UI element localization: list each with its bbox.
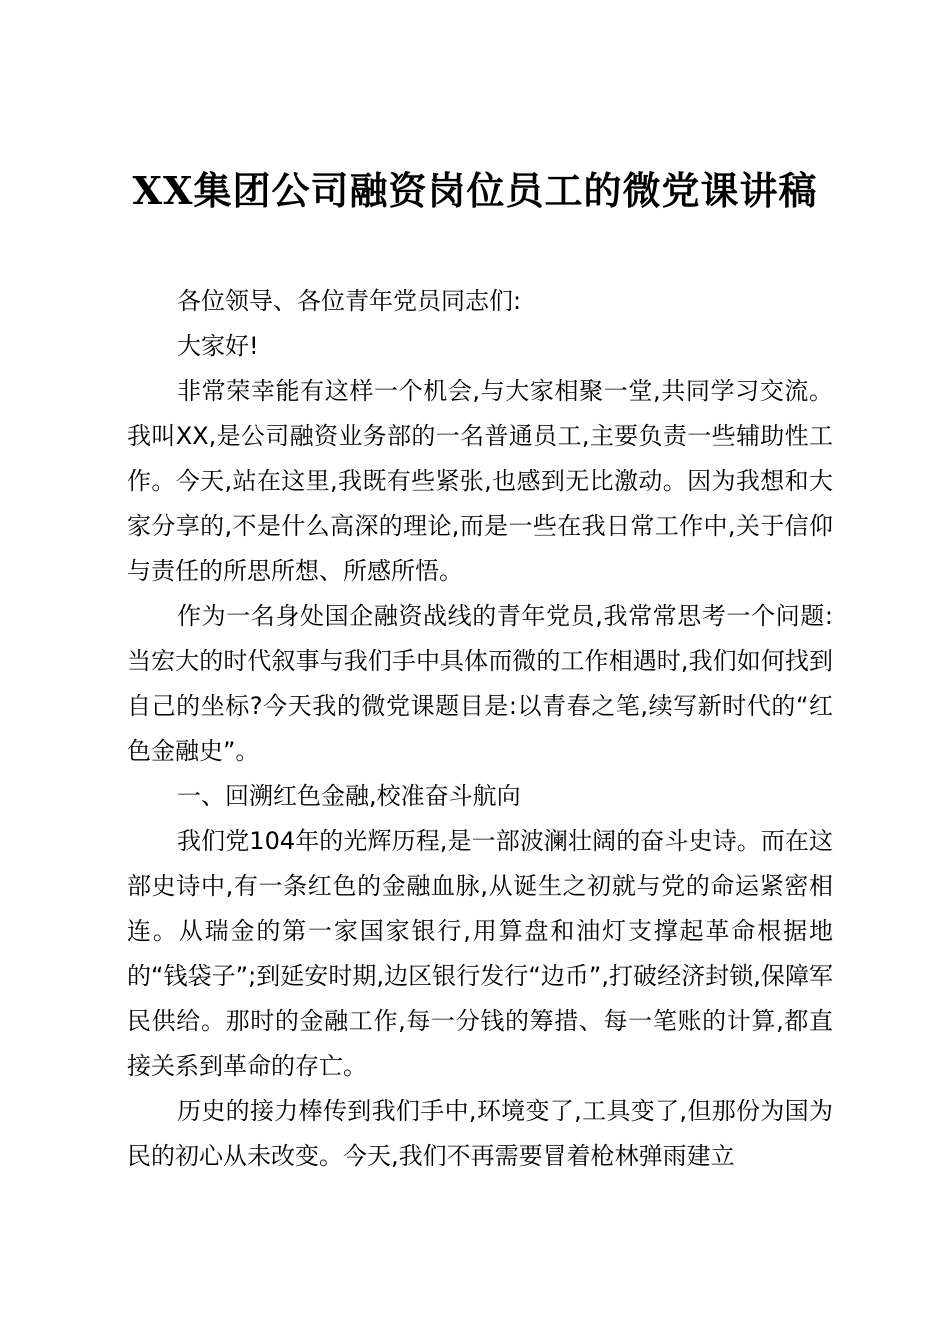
document-title: XX集团公司融资岗位员工的微党课讲稿 [132,168,818,213]
topic-paragraph: 作为一名身处国企融资战线的青年党员,我常常思考一个问题:当宏大的时代叙事与我们手中具体而微的工作相遇时,我们如何找到自己的坐标?今天我的微党课题目是:以青春之笔,续写新时代的“红色金融史”。 [127,602,833,765]
salutation-paragraph: 大家好! [177,332,259,360]
document-body [127,279,833,1179]
intro-paragraph: 非常荣幸能有这样一个机会,与大家相聚一堂,共同学习交流。我叫XX,是公司融资业务部的一名普通员工,主要负责一些辅助性工作。今天,站在这里,我既有些紧张,也感到无比激动。因为我想和大家分享的,不是什么高深的理论,而是一些在我日常工作中,关于信仰与责任的所思所想、所感所悟。 [127,377,833,585]
section-heading: 一、回溯红色金融,校准奋斗航向 [177,782,521,810]
history-paragraph: 我们党104年的光辉历程,是一部波澜壮阔的奋斗史诗。而在这部史诗中,有一条红色的金融血脉,从诞生之初就与党的命运紧密相连。从瑞金的第一家国家银行,用算盘和油灯支撑起革命根据地的“钱袋子”;到延安时期,边区银行发行“边币”,打破经济封锁,保障军民供给。那时的金融工作,每一分钱的筹措、每一笔账的计算,都直接关系到革命的存亡。 [127,827,833,1080]
greeting-paragraph: 各位领导、各位青年党员同志们: [177,287,522,315]
continuation-paragraph: 历史的接力棒传到我们手中,环境变了,工具变了,但那份为国为民的初心从未改变。今天,我们不再需要冒着枪林弹雨建立 [127,1097,833,1170]
